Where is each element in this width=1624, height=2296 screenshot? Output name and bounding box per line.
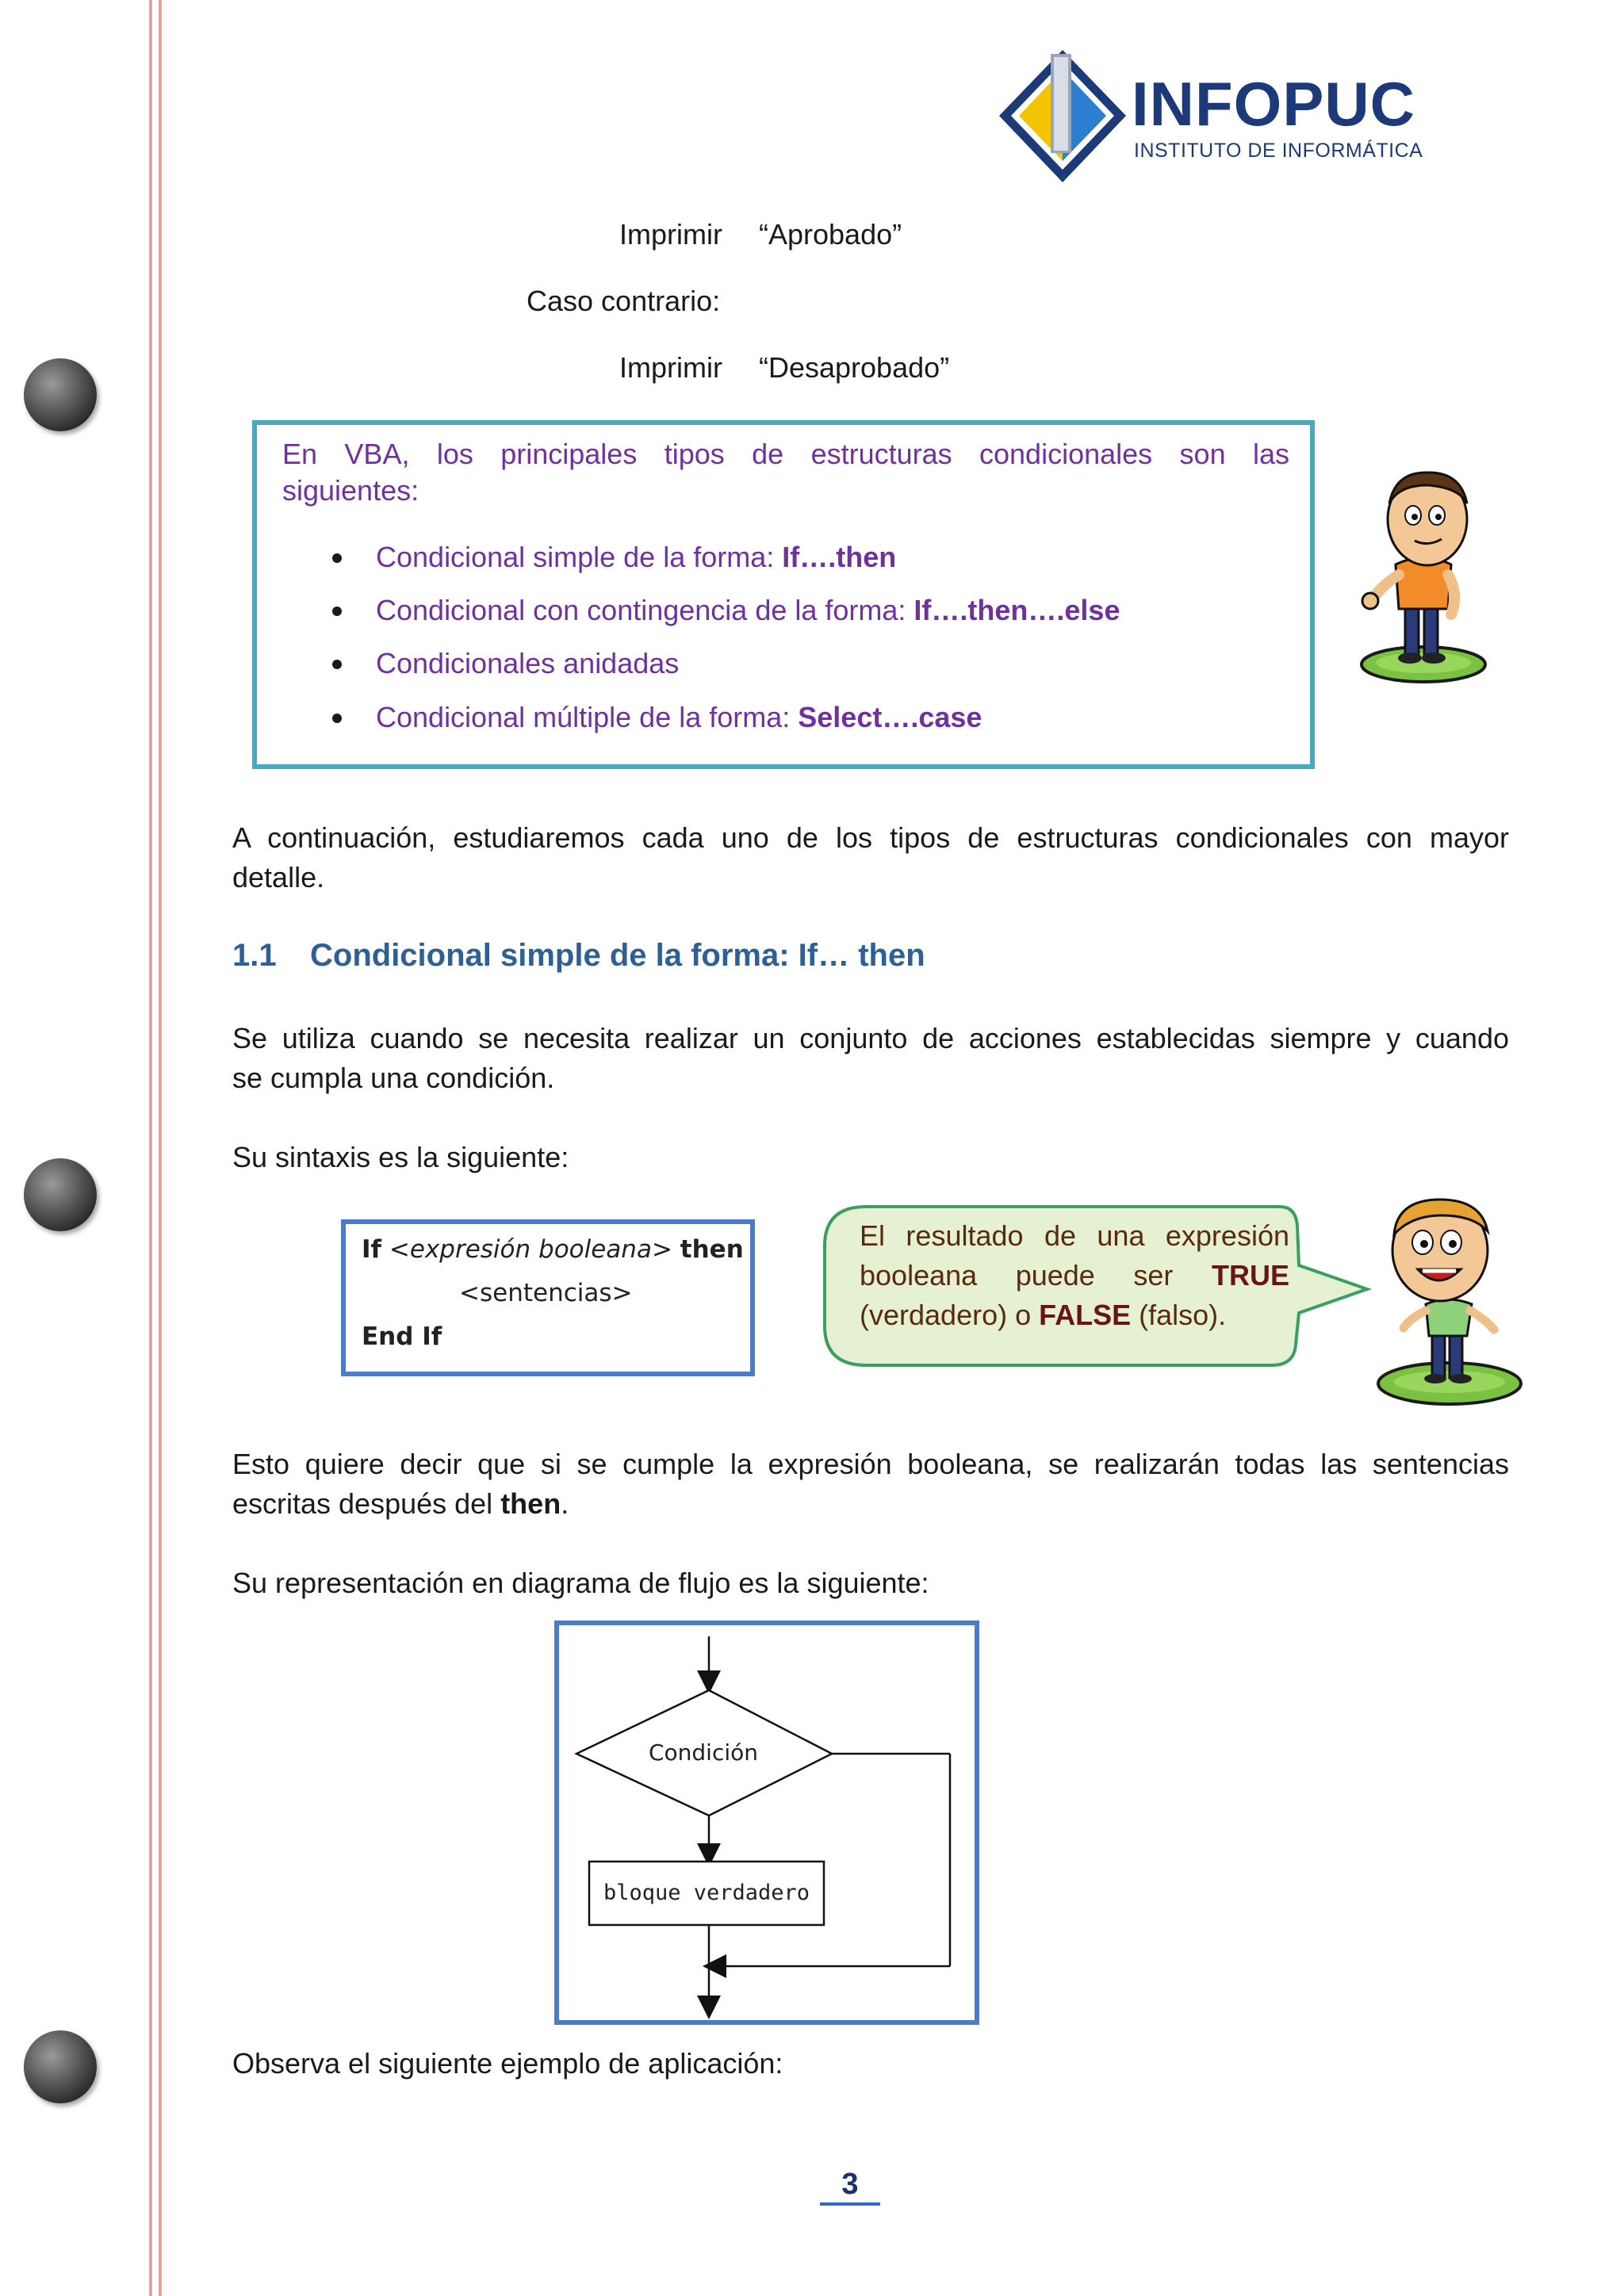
syntax-box — [341, 1219, 755, 1376]
box-intro-line-1: En VBA, los principales tipos de estructuras condicionales son las — [282, 438, 1289, 470]
logo-subtitle: INSTITUTO DE INFORMÁTICA — [1134, 140, 1423, 162]
flow-block-label: bloque verdadero — [603, 1881, 810, 1905]
paragraph-meaning-text: escritas después del — [232, 1487, 501, 1520]
flow-condition-label: Condición — [648, 1739, 759, 1766]
margin-line-left — [149, 0, 152, 2296]
syntax-if-keyword: If — [362, 1235, 382, 1264]
list-item — [257, 644, 1288, 683]
list-item-keyword: If….then….else — [914, 594, 1120, 626]
conditional-types-box — [252, 420, 1315, 769]
syntax-line-end — [362, 1321, 442, 1353]
margin-line-right — [159, 0, 162, 2296]
flowchart — [554, 1621, 979, 2025]
pseudo-line-1-keyword: Imprimir — [619, 218, 722, 251]
speech-bubble — [820, 1202, 1375, 1384]
bullet-dot — [332, 607, 342, 616]
logo-diamond-icon — [995, 46, 1134, 189]
flow-intro: Su representación en diagrama de flujo es la siguiente: — [232, 1567, 929, 1599]
syntax-expression: <expresión booleana> — [389, 1235, 672, 1264]
flowchart-graphic — [559, 1625, 975, 2020]
paragraph-usage-line-1: Se utiliza cuando se necesita realizar un conjunto de acciones establecidas siempre y cuando — [232, 1022, 1509, 1054]
bubble-line-2 — [860, 1256, 1289, 1295]
logo-name: INFOPUC — [1132, 69, 1415, 139]
syntax-line-body: <sentencias> — [459, 1279, 633, 1307]
bubble-true-keyword: TRUE — [1211, 1259, 1289, 1292]
box-intro-line-2: siguientes: — [282, 474, 419, 507]
pseudo-line-2: Caso contrario: — [527, 285, 721, 317]
syntax-end-keyword: End If — [362, 1322, 442, 1351]
bubble-word: booleana — [860, 1259, 978, 1292]
list-item — [257, 538, 1288, 577]
paragraph-continuation-line-1: A continuación, estudiaremos cada uno de los tipos de estructuras condicionales con mayor — [232, 821, 1509, 854]
page-number: 3 — [841, 2168, 859, 2201]
section-number: 1.1 — [232, 938, 277, 973]
binder-ring-bottom — [24, 2030, 97, 2103]
paragraph-meaning-period: . — [561, 1487, 569, 1520]
cartoon-boy-talking-illustration — [1362, 1193, 1529, 1415]
bubble-line-3 — [860, 1299, 1226, 1331]
bullet-dot — [332, 660, 342, 669]
section-title: Condicional simple de la forma: If… then — [310, 938, 925, 973]
list-item-keyword: Select….case — [798, 701, 982, 733]
paragraph-meaning-then-keyword: then — [500, 1487, 561, 1520]
list-item-text: Condicional simple de la forma: — [376, 541, 783, 573]
paragraph-continuation-line-2: detalle. — [232, 861, 325, 894]
list-item — [257, 698, 1288, 737]
list-item-text: Condicional múltiple de la forma: — [376, 701, 799, 733]
syntax-intro: Su sintaxis es la siguiente: — [232, 1141, 569, 1173]
bubble-line-1: El resultado de una expresión — [860, 1219, 1289, 1252]
syntax-line-if — [362, 1234, 744, 1265]
bubble-false-keyword: FALSE — [1039, 1299, 1132, 1331]
list-item-keyword: If….then — [782, 541, 897, 573]
section-heading — [232, 933, 925, 978]
pseudo-line-1-value: “Aprobado” — [759, 218, 902, 251]
list-item-text: Condicionales anidadas — [376, 647, 680, 679]
bullet-dot — [332, 714, 342, 723]
bubble-text-part: (falso). — [1131, 1299, 1227, 1331]
pseudo-line-3-value: “Desaprobado” — [759, 351, 950, 384]
list-item — [257, 591, 1288, 630]
bubble-word: puede — [1015, 1259, 1095, 1292]
paragraph-usage-line-2: se cumpla una condición. — [232, 1062, 555, 1094]
paragraph-meaning-line-2 — [232, 1484, 569, 1524]
syntax-then-keyword: then — [680, 1235, 744, 1264]
pseudo-line-3-keyword: Imprimir — [619, 351, 722, 384]
infopuc-logo — [995, 46, 1439, 189]
bullet-dot — [332, 553, 342, 563]
list-item-text: Condicional con contingencia de la forma: — [376, 594, 914, 626]
box-intro — [282, 436, 1289, 509]
cartoon-boy-pointing-illustration — [1348, 468, 1491, 698]
page-number-underline — [820, 2202, 880, 2206]
paragraph-meaning-line-1: Esto quiere decir que si se cumple la expresión booleana, se realizarán todas las sentencias — [232, 1448, 1509, 1480]
binder-ring-top — [24, 358, 97, 431]
example-intro: Observa el siguiente ejemplo de aplicación: — [232, 2047, 783, 2080]
bubble-text-part: (verdadero) o — [860, 1299, 1040, 1331]
bubble-word: ser — [1133, 1259, 1174, 1292]
binder-ring-middle — [24, 1158, 97, 1231]
speech-bubble-text — [860, 1216, 1289, 1335]
